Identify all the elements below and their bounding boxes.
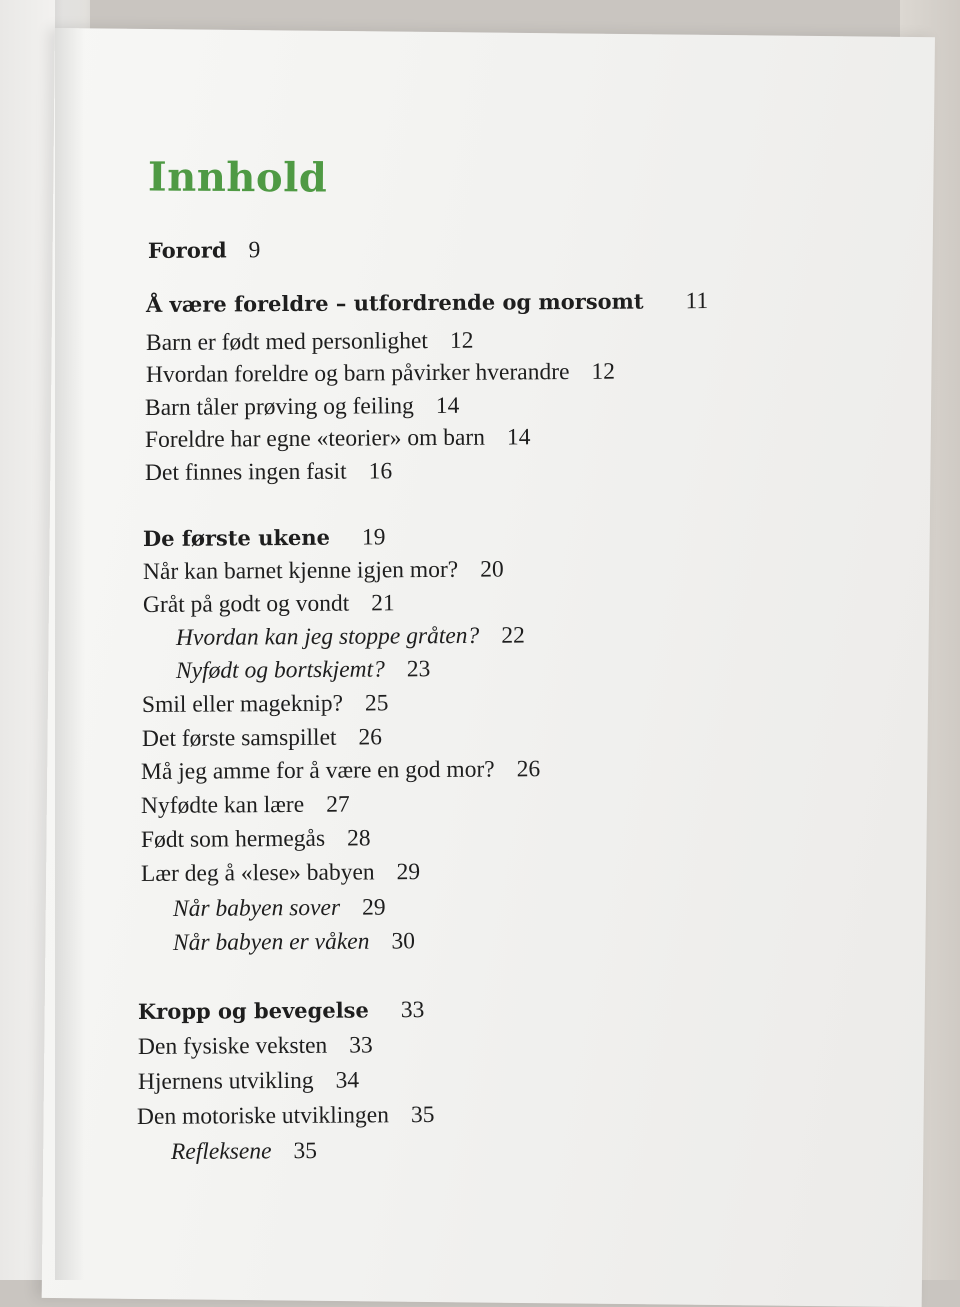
toc-heading-label: Å være foreldre – utfordrende og morsomt (145, 288, 644, 317)
toc-entry-label: Barn tåler prøving og feiling (144, 393, 414, 421)
toc-title: Innhold (147, 153, 328, 202)
toc-page-number: 11 (685, 288, 709, 315)
toc-entry-label: Må jeg amme for å være en god mor? (140, 756, 495, 785)
toc-heading (143, 524, 386, 553)
toc-page-number: 25 (364, 690, 389, 717)
toc-entry (141, 825, 371, 854)
toc-entry-label: Når kan barnet kjenne igjen mor? (142, 556, 459, 585)
toc-page-number: 23 (406, 656, 431, 683)
toc-page-number: 33 (349, 1032, 373, 1059)
toc-page-number: 29 (361, 894, 386, 921)
toc-page-number: 20 (480, 556, 504, 583)
toc-entry-label: Smil eller mageknip? (141, 690, 344, 718)
toc-entry (141, 859, 420, 888)
toc-page-number: 12 (591, 358, 616, 385)
toc-page-number: 21 (371, 590, 395, 617)
toc-subentry (173, 895, 386, 923)
toc-entry-label: Nyfødt og bortskjemt? (175, 656, 385, 684)
toc-page-number: 26 (358, 724, 383, 751)
toc-entry-label: Den fysiske veksten (137, 1032, 328, 1060)
toc-entry-label: Foreldre har egne «teorier» om barn (144, 424, 486, 453)
toc-page-number: 12 (449, 327, 474, 354)
toc-entry (143, 556, 504, 586)
toc-entry-label: Det første samspillet (141, 724, 337, 752)
toc-entry (143, 590, 395, 619)
toc-entry-label: Når babyen sover (172, 894, 341, 922)
toc-entry-label: Hvordan kan jeg stoppe gråten? (175, 622, 480, 651)
toc-entry-label: Hvordan foreldre og barn påvirker hverandre (145, 359, 570, 388)
toc-entry-label: Den motoriske utviklingen (136, 1102, 390, 1130)
toc-page-number: 14 (435, 392, 460, 419)
toc-entry (146, 359, 615, 389)
toc-entry (145, 393, 460, 422)
toc-page-number: 28 (346, 825, 371, 852)
toc-page-number: 33 (400, 997, 425, 1024)
toc-subentry (173, 928, 415, 957)
toc-entry (145, 458, 392, 487)
toc-page-number: 22 (501, 622, 525, 649)
toc-entry-label: Når babyen er våken (172, 928, 370, 956)
toc-page-number: 9 (248, 237, 261, 264)
toc-page-number: 29 (396, 859, 421, 886)
toc-page-number: 26 (516, 756, 541, 783)
toc-entry-label: Nyfødte kan lære (140, 791, 305, 819)
toc-page-number: 35 (410, 1101, 435, 1129)
toc-entry-label: Barn er født med personlighet (145, 328, 429, 356)
toc-page-number: 16 (368, 458, 393, 485)
toc-entry (137, 1102, 435, 1131)
toc-entry-label: Lær deg å «lese» babyen (140, 859, 375, 887)
toc-entry (138, 1067, 359, 1096)
toc-subentry (176, 623, 525, 652)
toc-heading-label: Forord (147, 237, 227, 263)
toc-entry (142, 724, 382, 753)
toc-heading-forord (148, 237, 261, 265)
toc-page-number: 14 (506, 424, 531, 451)
toc-entry-label: Gråt på godt og vondt (142, 590, 350, 618)
toc-entry (138, 1032, 373, 1061)
toc-subentry (171, 1138, 317, 1166)
toc-page-number: 34 (335, 1067, 360, 1094)
toc-heading (146, 288, 708, 319)
toc-entry-label: Født som hermegås (140, 825, 326, 853)
toc-entry (146, 328, 474, 357)
toc-heading-label: De første ukene (142, 524, 331, 551)
toc-heading-label: Kropp og bevegelse (137, 997, 369, 1024)
toc-entry-label: Hjernens utvikling (137, 1067, 314, 1095)
toc-entry-label: Refleksene (170, 1138, 272, 1165)
toc-entry (142, 690, 389, 719)
toc-entry-label: Det finnes ingen fasit (144, 458, 347, 486)
toc-entry (145, 424, 531, 454)
toc-page-number: 30 (391, 928, 416, 955)
toc-page-number: 19 (361, 524, 386, 551)
toc-entry (141, 756, 540, 786)
toc-entry (141, 792, 350, 820)
toc-page-number: 35 (293, 1137, 318, 1165)
toc-subentry (176, 656, 431, 685)
toc-page-number: 27 (326, 791, 350, 818)
toc-heading (138, 997, 425, 1026)
